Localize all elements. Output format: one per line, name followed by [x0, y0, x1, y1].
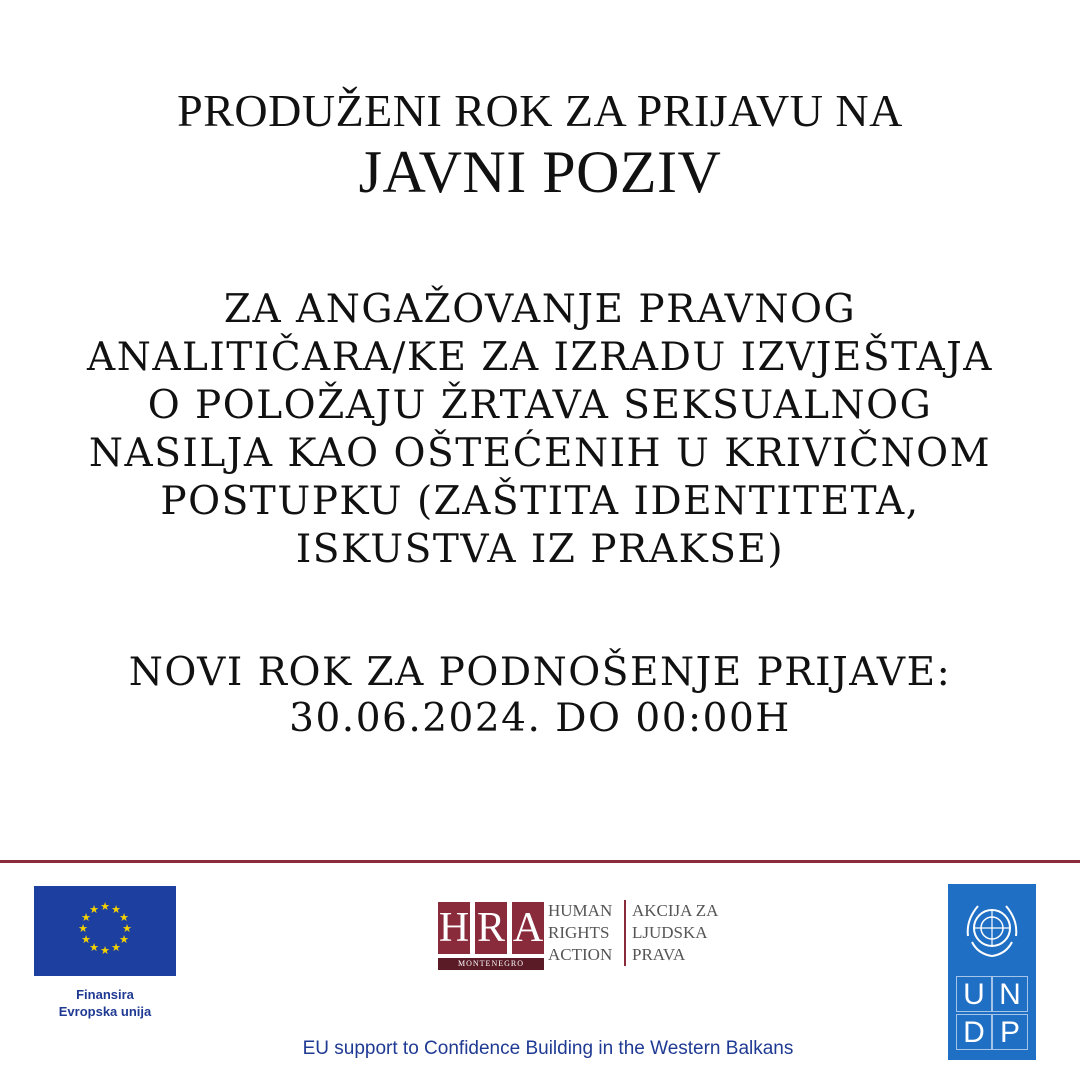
deadline-date: 30.06.2024. DO 00:00H	[289, 696, 791, 741]
svg-text:★: ★	[89, 941, 99, 954]
svg-text:★: ★	[89, 903, 99, 916]
subject-line: ZA ANGAŽOVANJE PRAVNOG	[223, 287, 857, 332]
hra-letter: A	[512, 902, 544, 954]
svg-text:★: ★	[81, 933, 91, 946]
undp-letter: U	[956, 976, 992, 1012]
undp-letter: N	[992, 976, 1028, 1012]
subject-line: ISKUSTVA IZ PRAKSE)	[295, 527, 785, 572]
svg-text:★: ★	[78, 922, 88, 935]
undp-logo	[948, 884, 1036, 1060]
hra-letter: R	[475, 902, 507, 954]
footer-divider	[0, 860, 1080, 863]
hra-english-name	[548, 900, 612, 966]
eu-flag-icon	[34, 886, 176, 976]
svg-text:★: ★	[81, 911, 91, 924]
hra-word: PRAVA	[632, 945, 686, 964]
heading-line-1: PRODUŽENI ROK ZA PRIJAVU NA	[177, 85, 903, 136]
hra-subtitle: MONTENEGRO	[438, 958, 544, 970]
svg-text:★: ★	[100, 944, 110, 957]
un-emblem-icon	[958, 896, 1026, 964]
eu-caption	[34, 986, 176, 1020]
subject-line: O POLOŽAJU ŽRTAVA SEKSUALNOG	[147, 383, 933, 428]
svg-text:★: ★	[119, 933, 129, 946]
hra-word: AKCIJA ZA	[632, 901, 719, 920]
hra-word: HUMAN	[548, 901, 613, 920]
eu-caption-line: Finansira	[76, 987, 134, 1002]
undp-letter: D	[956, 1014, 992, 1050]
deadline-label: NOVI ROK ZA PODNOŠENJE PRIJAVE:	[128, 650, 952, 695]
deadline-block	[30, 650, 1050, 742]
svg-text:★: ★	[122, 922, 132, 935]
project-tagline: EU support to Confidence Building in the Western Balkans	[302, 1038, 794, 1059]
subject-line: POSTUPKU (ZAŠTITA IDENTITETA,	[160, 479, 920, 524]
svg-text:★: ★	[100, 900, 110, 913]
hra-logo-icon	[438, 898, 738, 978]
undp-letter: P	[992, 1014, 1028, 1050]
call-subject	[30, 286, 1050, 574]
svg-text:★: ★	[111, 903, 121, 916]
eu-caption-line: Evropska unija	[58, 1004, 152, 1019]
subject-line: ANALITIČARA/KE ZA IZRADU IZVJEŠTAJA	[87, 335, 993, 380]
svg-text:★: ★	[111, 941, 121, 954]
heading-line-2: JAVNI POZIV	[358, 139, 722, 205]
subject-line: NASILJA KAO OŠTEĆENIH U KRIVIČNOM	[88, 431, 992, 476]
svg-text:★: ★	[119, 911, 129, 924]
hra-letter: H	[438, 902, 470, 954]
hra-word: LJUDSKA	[632, 923, 708, 942]
hra-word: ACTION	[548, 945, 613, 964]
hra-word: RIGHTS	[548, 923, 610, 942]
hra-local-name	[624, 900, 718, 966]
